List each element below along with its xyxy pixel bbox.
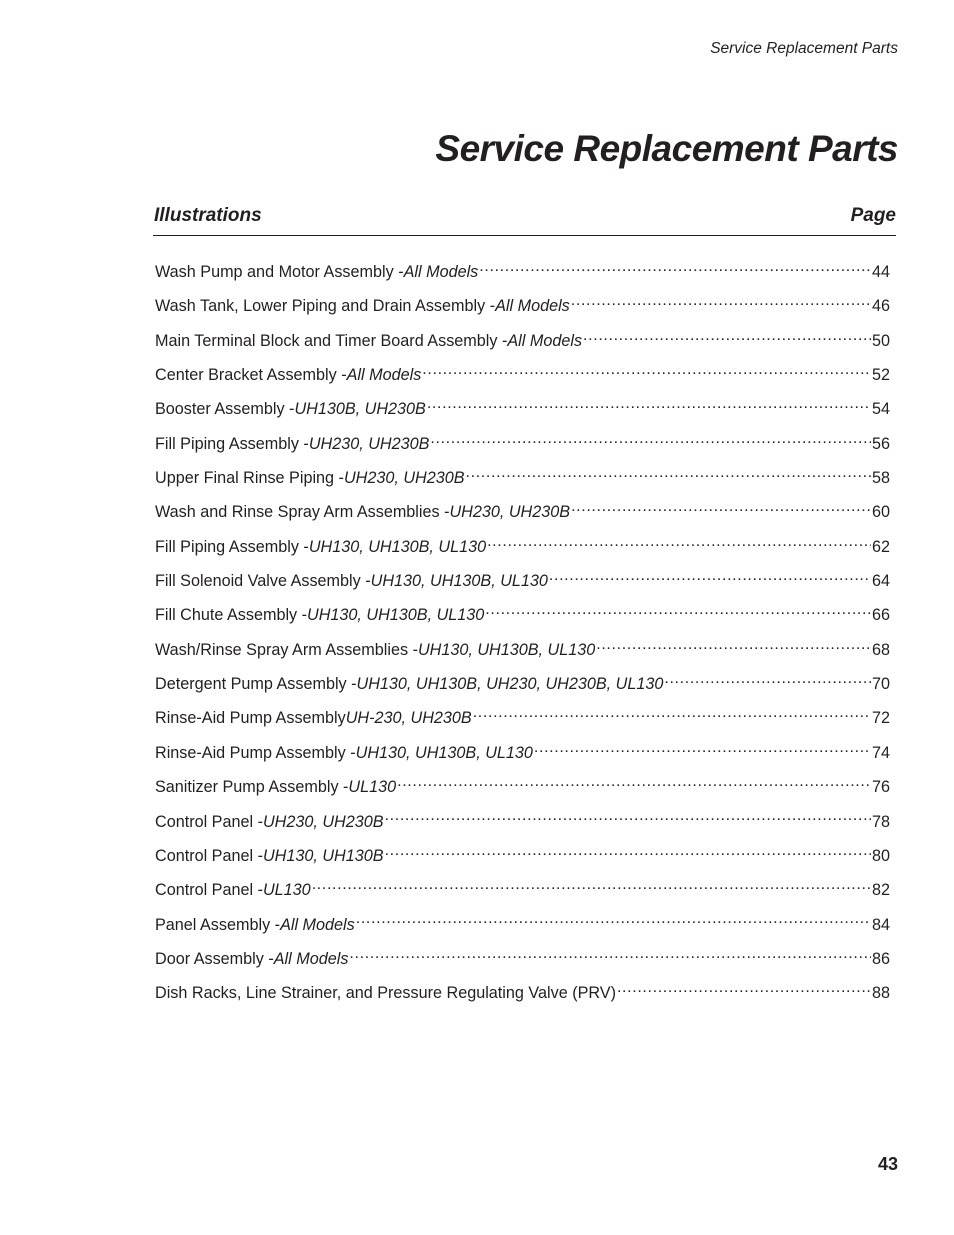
toc-entry-label: Fill Solenoid Valve Assembly -	[155, 572, 371, 591]
toc-entry-models: All Models	[403, 263, 479, 281]
dot-leader	[397, 779, 871, 795]
illustrations-column-label: Illustrations	[154, 205, 262, 226]
toc-entry[interactable]	[155, 736, 890, 770]
toc-entry-label: Main Terminal Block and Timer Board Assembly -	[155, 331, 508, 350]
toc-entry-label: Detergent Pump Assembly -	[155, 675, 357, 694]
toc-entry[interactable]	[155, 427, 890, 461]
toc-entry-label: Wash and Rinse Spray Arm Assemblies -	[155, 503, 450, 522]
toc-entry-page: 74	[871, 743, 890, 762]
dot-leader	[356, 917, 871, 933]
toc-entry-label: Door Assembly -	[155, 949, 274, 968]
toc-entry-page: 82	[871, 881, 890, 900]
toc-entry-label: Fill Piping Assembly -	[155, 537, 309, 556]
dot-leader	[583, 333, 871, 349]
dot-leader	[385, 814, 871, 830]
toc-entry-page: 84	[871, 915, 890, 934]
toc-entry[interactable]	[155, 324, 890, 358]
toc-entry-models: All Models	[507, 331, 583, 350]
toc-entry-page: 68	[871, 640, 890, 659]
toc-entry-models: All Models	[273, 949, 349, 968]
toc-entry-models: All Models	[346, 366, 422, 385]
toc-entry[interactable]	[155, 805, 890, 839]
toc-entry-label: Booster Assembly -	[155, 400, 295, 419]
toc-column-header	[153, 204, 896, 236]
toc-entry-page: 56	[871, 434, 890, 453]
toc-entry-page: 76	[871, 778, 890, 797]
toc-entry[interactable]	[155, 530, 890, 564]
toc-entry-models: All Models	[495, 297, 570, 316]
toc-entry-page: 62	[871, 537, 890, 556]
toc-entry[interactable]	[155, 633, 890, 667]
toc-entry-label: Control Panel -	[155, 881, 263, 900]
toc-entry-label: Control Panel -	[155, 812, 263, 831]
toc-entry-page: 72	[871, 709, 890, 728]
dot-leader	[549, 573, 871, 589]
toc-entry-page: 80	[871, 846, 890, 865]
toc-entry-models: UH230, UH230B	[308, 434, 430, 453]
dot-leader	[571, 504, 871, 520]
toc-entry-page: 66	[871, 606, 890, 625]
toc-entry-label: Rinse-Aid Pump Assembly -	[155, 743, 356, 762]
toc-entry-models: UH130, UH130B, UL130	[417, 640, 596, 659]
toc-entry-label: Control Panel -	[155, 846, 263, 865]
toc-entry-models: UH230, UH230B	[343, 469, 465, 488]
dot-leader	[422, 367, 871, 383]
toc-entry-page: 46	[871, 297, 890, 316]
dot-leader	[466, 470, 871, 486]
toc-entry[interactable]	[155, 289, 890, 323]
toc-entry-label: Center Bracket Assembly -	[155, 366, 347, 385]
toc-entry-models: UH230, UH230B	[262, 812, 384, 831]
dot-leader	[485, 608, 871, 624]
toc-entry-label: Fill Chute Assembly -	[155, 606, 308, 625]
toc-entry-page: 44	[871, 263, 890, 281]
toc-entry-models: UH-230, UH230B	[345, 709, 472, 728]
toc-entry[interactable]	[155, 255, 890, 289]
dot-leader	[427, 401, 871, 417]
toc-entry-label: Dish Racks, Line Strainer, and Pressure Regulating Valve (PRV)	[155, 984, 616, 1003]
toc-entry-label: Wash Pump and Motor Assembly -	[155, 263, 404, 281]
toc-entry[interactable]	[155, 942, 890, 976]
toc-entry-label: Wash Tank, Lower Piping and Drain Assembly -	[155, 297, 496, 316]
toc-entry[interactable]	[155, 461, 890, 495]
toc-entry[interactable]	[155, 839, 890, 873]
dot-leader	[385, 848, 871, 864]
dot-leader	[349, 951, 871, 967]
toc-entry-models: All Models	[280, 915, 355, 934]
toc-entry[interactable]	[155, 976, 890, 1010]
toc-entry-page: 78	[871, 812, 890, 831]
toc-entry-models: UH130B, UH230B	[294, 400, 426, 419]
toc-entry[interactable]	[155, 770, 890, 804]
dot-leader	[571, 298, 871, 314]
toc-entry[interactable]	[155, 358, 890, 392]
page-title: Service Replacement Parts	[435, 128, 898, 169]
toc-entry-page: 60	[871, 503, 890, 522]
toc-entry[interactable]	[155, 564, 890, 598]
toc-entry-label: Sanitizer Pump Assembly -	[155, 778, 349, 797]
toc-entry-page: 52	[871, 366, 890, 385]
toc-entry-models: UL130	[262, 881, 311, 900]
toc-entry-label: Rinse-Aid Pump Assembly	[155, 709, 346, 728]
toc-entry-models: UH130, UH130B, UL130	[308, 537, 487, 556]
page-number: 43	[877, 1154, 898, 1174]
toc-entry-page: 88	[871, 984, 890, 1003]
toc-entry-models: UH130, UH130B	[262, 846, 384, 865]
toc-entry-models: UH130, UH130B, UL130	[307, 606, 485, 625]
toc-entry[interactable]	[155, 495, 890, 529]
toc-entry-page: 54	[871, 400, 890, 419]
dot-leader	[596, 642, 871, 658]
toc-entry[interactable]	[155, 598, 890, 632]
toc-entry[interactable]	[155, 667, 890, 701]
running-header: Service Replacement Parts	[710, 40, 898, 57]
toc-entry[interactable]	[155, 392, 890, 426]
toc-entry-label: Fill Piping Assembly -	[155, 434, 309, 453]
toc-entry-models: UH230, UH230B	[449, 503, 571, 522]
toc-entry-label: Upper Final Rinse Piping -	[155, 469, 344, 488]
toc-entry-page: 86	[871, 949, 890, 968]
toc-list	[155, 255, 890, 1011]
toc-entry-models: UL130	[348, 778, 397, 797]
toc-entry-page: 64	[871, 572, 890, 591]
toc-entry-page: 58	[871, 469, 890, 488]
dot-leader	[312, 882, 871, 898]
toc-entry-page: 50	[871, 331, 890, 350]
dot-leader	[617, 985, 871, 1001]
toc-entry-label: Panel Assembly -	[155, 915, 281, 934]
dot-leader	[430, 436, 871, 452]
toc-entry[interactable]	[155, 908, 890, 942]
dot-leader	[534, 745, 871, 761]
toc-entry[interactable]	[155, 701, 890, 735]
toc-entry-models: UH130, UH130B, UH230, UH230B, UL130	[356, 675, 664, 694]
toc-entry-models: UH130, UH130B, UL130	[355, 743, 533, 762]
page-column-label: Page	[850, 205, 896, 226]
dot-leader	[479, 264, 871, 280]
dot-leader	[487, 539, 871, 555]
toc-entry-models: UH130, UH130B, UL130	[370, 572, 548, 591]
toc-entry[interactable]	[155, 873, 890, 907]
toc-entry-label: Wash/Rinse Spray Arm Assemblies -	[155, 640, 418, 659]
toc-entry-page: 70	[871, 675, 890, 694]
dot-leader	[664, 676, 871, 692]
dot-leader	[473, 711, 871, 727]
